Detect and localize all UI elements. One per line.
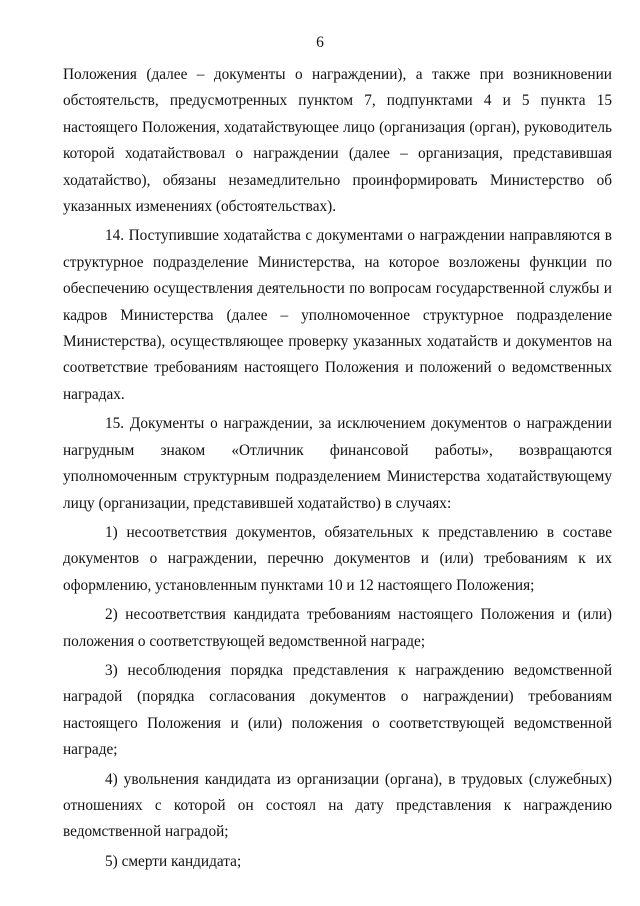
paragraph-15: 15. Документы о награждении, за исключением документов о награждении нагрудным знаком «Отличник финансовой работы», возвращаются уполномоченным структурным подразделением Министерства ходатайствующему лицу (организации, представившей ходатайство) в случаях: [63, 415, 612, 512]
list-item-5: 5) смерти кандидата; [105, 852, 242, 870]
page-number: 6 [316, 34, 324, 51]
list-item-4: 4) увольнения кандидата из организации (органа), в трудовых (служебных) отношениях с которой он состоял на дату представления к награждению ведомственной наградой; [63, 770, 612, 841]
list-item-2: 2) несоответствия кандидата требованиям настоящего Положения и (или) положения о соответствующей ведомственной награде; [63, 606, 612, 650]
document-body [63, 62, 612, 875]
paragraph-14: 14. Поступившие ходатайства с документами о награждении направляются в структурное подразделение Министерства, на которое возложены функции по обеспечению осуществления деятельности по вопросам государственной службы и кадров Министерства (далее – уполномоченное структурное подразделение Министерства), осуществляющее проверку указанных ходатайств и документов на соответствие требованиям настоящего Положения и положений о ведомственных наградах. [63, 227, 612, 403]
list-item-3: 3) несоблюдения порядка представления к награждению ведомственной наградой (порядка согласования документов о награждении) требованиям настоящего Положения и (или) положения о соответствующей ведомственной награде; [63, 661, 612, 759]
list-item-1: 1) несоответствия документов, обязательных к представлению в составе документов о награждении, перечню документов и (или) требованиям к их оформлению, установленным пунктами 10 и 12 настоящего Положения; [63, 523, 612, 594]
paragraph-continuation: Положения (далее – документы о награждении), а также при возникновении обстоятельств, предусмотренных пунктом 7, подпунктами 4 и 5 пункта 15 настоящего Положения, ходатайствующее лицо (организация (орган), руководитель которой ходатайствовал о награждении (далее – организация, представившая ходатайство), обязаны незамедлительно проинформировать Министерство об указанных изменениях (обстоятельствах). [63, 66, 612, 216]
